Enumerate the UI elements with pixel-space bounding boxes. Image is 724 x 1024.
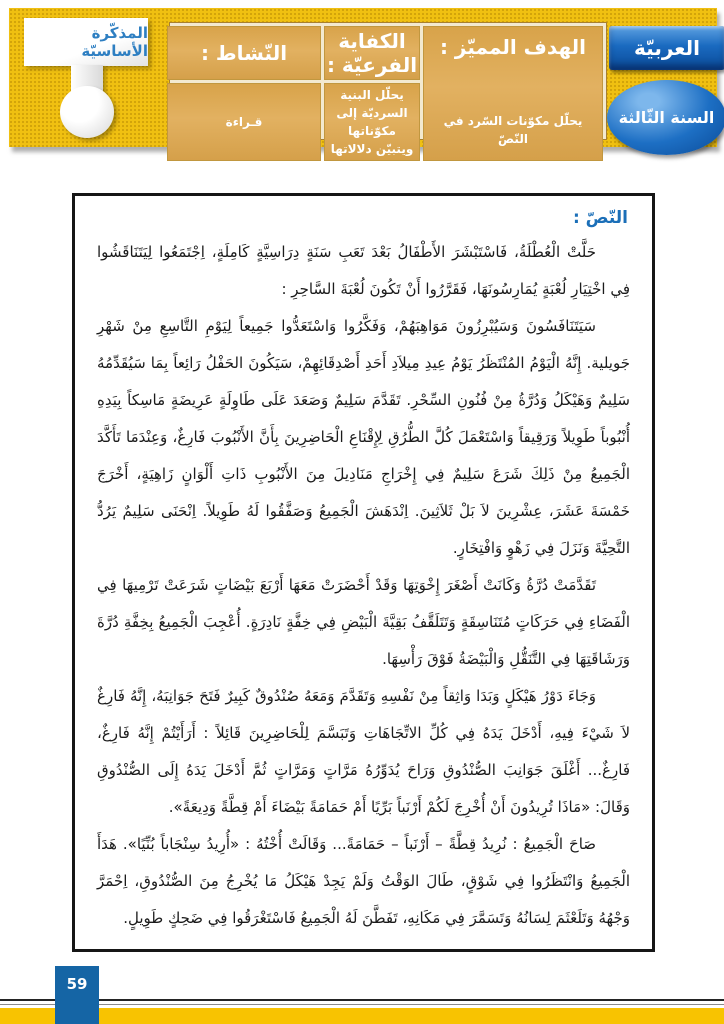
activity-label: النّشاط : (167, 26, 321, 80)
memo-pin-ball (60, 86, 114, 138)
memo-pin-badge (24, 18, 148, 66)
header-band (9, 8, 717, 156)
footer-yellow-bar (0, 1008, 724, 1024)
story-paragraph: وَجَاءَ دَوْرُ هَيْكَلٍ وَبَدَا وَاثِقاً مِنْ نَفْسِهِ وَتَقَدَّمَ وَمَعَهُ صُنْدُوقٌ كَبِيرٌ فَتَحَ جَوَانِبَهُ، إِنَّهُ فَارِغٌ لاَ شَيْءَ فِيهِ، أَدْخَلَ يَدَهُ فِي كُلِّ الاتِّجَاهَاتِ وَتَبَسَّمَ لِلْحَاضِرِينَ قَائِلاً : أَرَأَيْتُمْ إِنَّهُ فَارِغٌ، فَارِغٌ... أَغْلَقَ جَوَانِبَ الصُّنْدُوقِ وَرَاحَ يُدَوِّرُهُ مَرَّاتٍ وَمَرَّاتٍ ثُمَّ أَدْخَلَ يَدَهُ إِلَى الصُّنْدُوقِ وَقَالَ: «مَاذَا تُرِيدُونَ أَنْ أُخْرِجَ لَكُمْ أَرْنَباً بَرِّيًا أَمْ حَمَامَةً بَيْضَاءَ أَمْ قِطَّةً وَدِيعَةً». (97, 687, 630, 816)
activity-value: قـراءة (167, 83, 321, 161)
story-paragraph: صَاحَ الْجَمِيعُ : نُرِيدُ قِطَّةً – أَرْنَباً – حَمَامَةً... وَقَالَتْ أُخْتُهُ : «أُرِيدُ سِنْجَاباً بُنِّيًا». هَدَأَ الْجَمِيعُ وَانْتَظَرُوا فِي شَوْقٍ، طَالَ الوَقْتُ وَلَمْ يَجِدْ هَيْكَلُ مَا يُخْرِجُ مِنَ الصُّنْدُوقِ، اِحْمَرَّ وَجْهُهُ وَتَلَعْثَمَ لِسَانُهُ وَتَسَمَّرَ فِي مَكَانِهِ، تَفَطَّنَ لَهُ الْجَمِيعُ فَاسْتَغْرَقُوا فِي ضَحِكٍ طَوِيلٍ. (97, 835, 630, 927)
story-paragraph: تَقَدَّمَتْ دُرَّةُ وَكَانَتْ أَصْغَرَ إِخْوَتِهَا وَقَدْ أَحْضَرَتْ مَعَهَا أَرْبَعَ بَيْضَاتٍ شَرَعَتْ تَرْمِيهَا فِي الْفَضَاءِ فِي حَرَكَاتٍ مُتَنَاسِقَةٍ وَتَتَلَقَّفُ بَقِيَّةَ الْبَيْضِ فِي خِفَّةٍ نَادِرَةٍ. أُعْجِبَ الْجَمِيعُ بِخِفَّةِ دُرَّةَ وَرَشَاقَتِهَا فِي التَّنَقُّلِ وَالْبَيْضَةُ فَوْقَ رَأْسِهَا. (97, 576, 630, 668)
competency-label: الكفاية الفرعيّة : (324, 26, 420, 80)
year-badge: السنة الثّالثة (607, 80, 724, 155)
page-number-tab: 59 (55, 966, 99, 1024)
subject-badge: العربيّة (609, 26, 724, 70)
footer-divider-line (0, 999, 724, 1005)
memo-pin-label: المذكّرة الأساسيّة (81, 24, 148, 60)
text-section-label: النّصّ : (572, 208, 628, 228)
header-info-table (169, 22, 607, 156)
objective-value: يحلّل مكوّنات السّرد في النّصّ (443, 114, 583, 146)
story-paragraph: سَيَتَنَافَسُونَ وَسَيُبْرِزُونَ مَوَاهِبَهُمْ، وَفَكَّرُوا وَاسْتَعَدُّوا جَمِيعاً لِيَوْمِ التَّاسِعِ مِنْ شَهْرِ جَويلية. إِنَّهُ الْيَوْمُ المُنْتَظَرُ يَوْمُ عِيدِ مِيلاَدِ أَحَدِ أَصْدِقَائِهِمْ، سَيَكُونَ الحَفْلُ رَائِعاً بِمَا سَيُقَدِّمُهُ سَلِيمٌ وَهَيْكَلُ وَدُرَّةُ مِنْ فُنُونِ السِّحْرِ. تَقَدَّمَ سَلِيمٌ وَصَعَدَ عَلَى طَاوِلَةٍ عَرِيضَةٍ مَاسِكاً بِيَدِهِ أُنْبُوباً طَوِيلاً وَرَقِيقاً وَاسْتَعْمَلَ كُلَّ الطُّرُقِ لِإِقْنَاعِ الْحَاضِرِينَ بِأَنَّ الأَنْبُوبَ فَارِغٌ، وَعِنْدَمَا تَأَكَّدَ الْجَمِيعُ مِنْ ذَلِكَ شَرَعَ سَلِيمٌ فِي إِخْرَاجِ مَنَادِيلَ مِنَ الأَنْبُوبِ ذَاتِ أَلْوَانٍ زَاهِيَةٍ، أَخْرَجَ خَمْسَةَ عَشَرَ، عِشْرِينَ لاَ بَلْ ثَلاَثِينَ. اِنْدَهَشَ الْجَمِيعُ وَصَفَّقُوا لَهُ طَوِيلاً. اِنْحَنَى سَلِيمٌ يَرُدُّ التَّحِيَّةَ وَنَزَلَ فِي زَهْوٍ وَافْتِخَارٍ. (97, 317, 630, 557)
competency-value: يحلّل البنية السرديّة إلى مكوّناتها ويتبيّن دلالاتها (324, 83, 420, 161)
objective-label: الهدف المميّز : (439, 35, 587, 59)
story-paragraph: حَلَّتْ الْعُطْلَةُ، فَاسْتَبْشَرَ الأَطْفَالُ بَعْدَ تَعَبِ سَنَةٍ دِرَاسِيَّةٍ كَامِلَةٍ، اِجْتَمَعُوا لِيَتَنَاقَشُوا فِي اخْتِيَارِ لُعْبَةٍ يُمَارِسُونَهَا، فَقَرَّرُوا أَنْ تَكُونَ لُعْبَةَ السَّاحِرِ : (97, 243, 630, 298)
objective-cell (423, 26, 603, 161)
reading-text-frame (72, 193, 655, 952)
